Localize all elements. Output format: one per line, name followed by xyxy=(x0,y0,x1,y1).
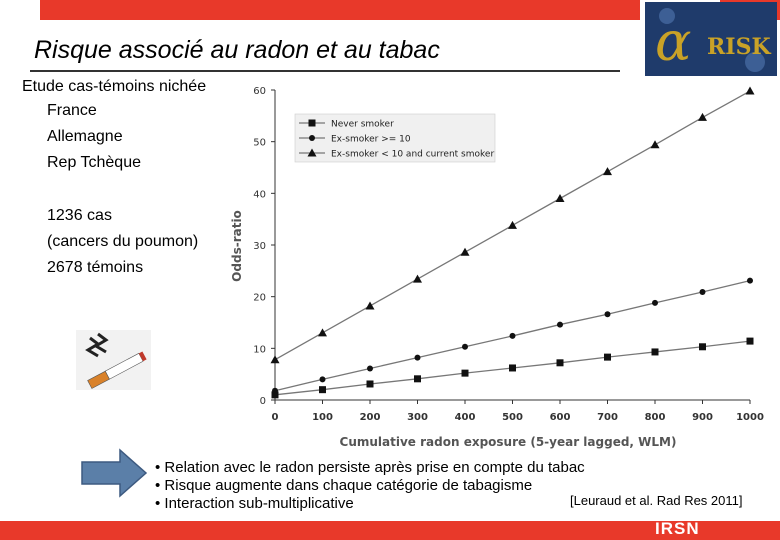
x-axis-label: Cumulative radon exposure (5-year lagged, WLM) xyxy=(339,435,677,449)
arrow-icon xyxy=(80,448,148,498)
y-tick-label: 40 xyxy=(253,189,266,201)
data-point-triangle xyxy=(746,87,755,95)
x-tick-label: 600 xyxy=(549,412,571,423)
data-point-square xyxy=(747,338,754,345)
slide-title: Risque associé au radon et au tabac xyxy=(34,36,440,64)
data-point-triangle xyxy=(413,275,422,283)
x-tick-label: 200 xyxy=(359,412,381,423)
study-heading: Etude cas-témoins nichée xyxy=(22,78,207,95)
cigarette-icon xyxy=(76,330,151,390)
data-point-triangle xyxy=(603,167,612,175)
footer-brand: IRSN xyxy=(655,519,700,538)
data-point-circle xyxy=(510,333,516,339)
odds-ratio-chart xyxy=(225,80,770,455)
logo-alpha: α xyxy=(655,10,692,73)
data-point-square xyxy=(414,375,421,382)
cases-description: (cancers du poumon) xyxy=(47,233,199,250)
x-tick-label: 100 xyxy=(312,412,333,423)
legend-label: Never smoker xyxy=(331,119,394,130)
x-tick-label: 300 xyxy=(407,412,428,423)
data-point-circle xyxy=(700,289,706,295)
data-point-triangle xyxy=(271,355,280,363)
country-czech: Rep Tchèque xyxy=(47,154,141,171)
x-tick-label: 800 xyxy=(644,412,666,423)
conclusions-list xyxy=(155,459,585,513)
y-tick-label: 50 xyxy=(253,137,266,149)
top-accent-bar xyxy=(40,0,640,20)
legend-label: Ex-smoker >= 10 xyxy=(331,134,411,145)
y-axis-label: Odds-ratio xyxy=(230,210,244,282)
data-point-circle xyxy=(747,278,753,284)
data-point-square xyxy=(462,370,469,377)
controls-count: 2678 témoins xyxy=(47,259,144,276)
data-point-circle xyxy=(557,322,563,328)
x-tick-label: 500 xyxy=(502,412,523,423)
data-point-circle xyxy=(652,300,658,306)
data-point-triangle xyxy=(508,221,517,229)
y-tick-label: 30 xyxy=(253,241,266,252)
y-tick-label: 60 xyxy=(253,86,266,97)
bullet-1: • Relation avec le radon persiste après prise en compte du tabac xyxy=(155,459,585,476)
y-tick-label: 10 xyxy=(253,344,266,356)
data-point-circle xyxy=(367,365,373,371)
data-point-triangle xyxy=(651,140,660,148)
data-point-square xyxy=(604,354,611,361)
series-1 xyxy=(272,338,754,399)
data-point-square xyxy=(367,380,374,387)
x-tick-label: 700 xyxy=(597,412,618,423)
data-point-circle xyxy=(320,376,326,382)
data-point-square xyxy=(319,386,326,393)
data-point-square xyxy=(557,359,564,366)
data-point-triangle xyxy=(556,194,565,202)
logo-text: RISK xyxy=(707,34,771,60)
x-tick-label: 0 xyxy=(271,412,279,423)
data-point-triangle xyxy=(318,328,327,336)
data-point-triangle xyxy=(698,113,707,121)
data-point-square xyxy=(699,343,706,350)
country-france: France xyxy=(47,102,97,119)
title-underline xyxy=(30,70,620,72)
y-tick-label: 20 xyxy=(253,292,266,304)
data-point-square xyxy=(509,364,516,371)
legend-label: Ex-smoker < 10 and current smoker xyxy=(331,149,495,160)
bullet-3: • Interaction sub-multiplicative xyxy=(155,495,354,512)
y-tick-label: 0 xyxy=(259,396,266,407)
data-point-square xyxy=(309,120,316,127)
citation: [Leuraud et al. Rad Res 2011] xyxy=(570,493,743,508)
data-point-circle xyxy=(462,344,468,350)
bullet-2: • Risque augmente dans chaque catégorie de tabagisme xyxy=(155,477,533,494)
country-germany: Allemagne xyxy=(47,128,123,145)
x-tick-label: 900 xyxy=(692,412,713,423)
data-point-circle xyxy=(605,311,611,317)
cases-count: 1236 cas xyxy=(47,207,112,224)
x-tick-label: 1000 xyxy=(736,412,764,423)
series-2 xyxy=(272,278,753,394)
alpha-risk-logo-icon xyxy=(645,2,777,76)
data-point-circle xyxy=(272,388,278,394)
data-point-triangle xyxy=(461,248,470,256)
data-point-square xyxy=(652,348,659,355)
data-point-circle xyxy=(415,355,421,361)
x-tick-label: 400 xyxy=(454,412,476,423)
data-point-triangle xyxy=(366,301,375,309)
data-point-circle xyxy=(309,135,315,141)
